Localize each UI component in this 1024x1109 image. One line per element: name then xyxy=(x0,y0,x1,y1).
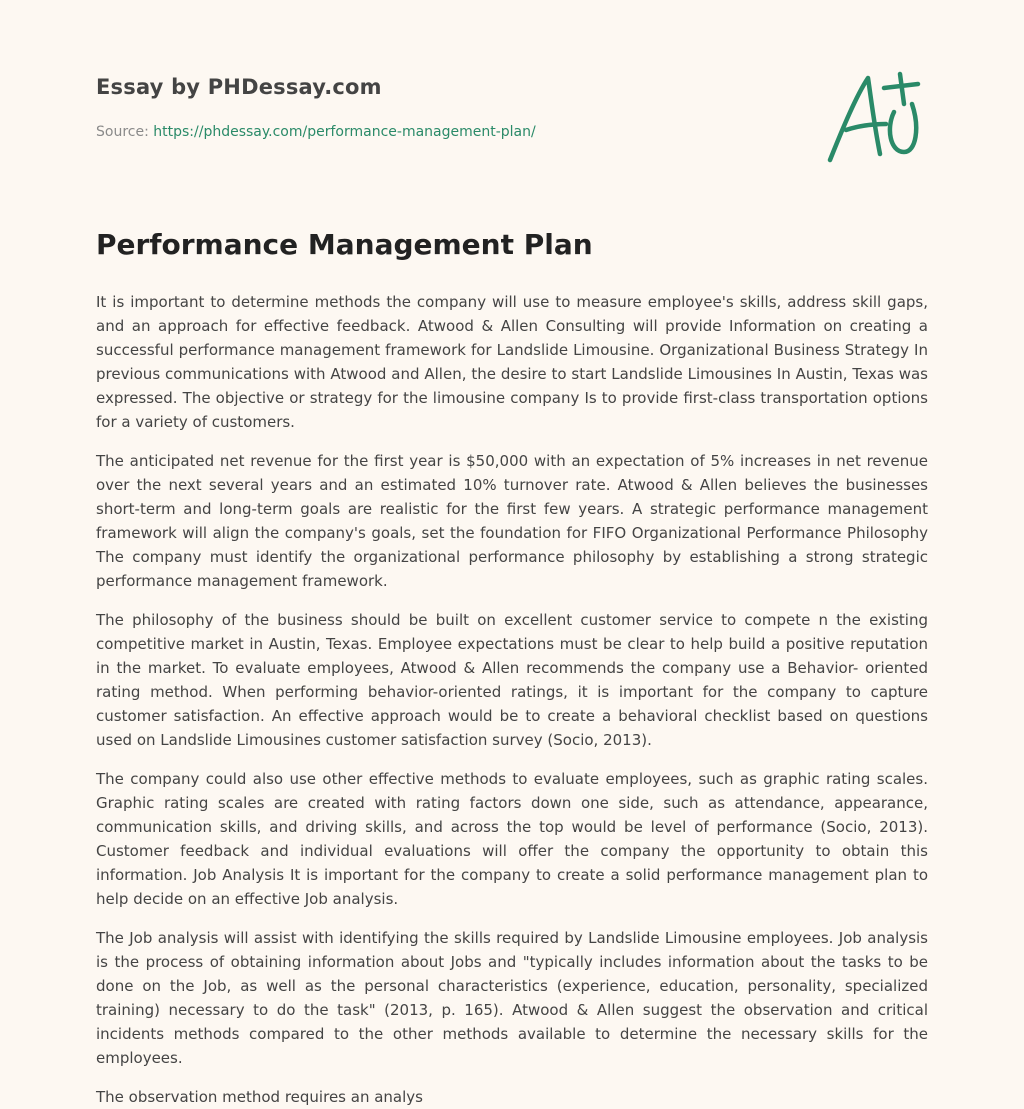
essay-paragraph: It is important to determine methods the company will use to measure employee's skills, address skill gaps, and an approach for effective feedback. Atwood & Allen Consulting will provide Information on creating a successful performance management framework for Landslide Limousine. Organizational Business Strategy In previous communications with Atwood and Allen, the desire to start Landslide Limousines In Austin, Texas was expressed. The objective or strategy for the limousine company Is to provide first-class transportation options for a variety of customers. xyxy=(96,293,928,431)
source-link[interactable]: https://phdessay.com/performance-management-plan/ xyxy=(153,124,536,140)
essay-title: Performance Management Plan xyxy=(96,228,593,261)
page-header xyxy=(96,0,928,200)
a-plus-logo-icon xyxy=(824,68,928,166)
essay-paragraph: The Job analysis will assist with identifying the skills required by Landslide Limousine employees. Job analysis is the process of obtaining information about Jobs and "typically includes information about the tasks to be done on the Job, as well as the personal characteristics (experience, education, personality, specialized training) necessary to do the task" (2013, p. 165). Atwood & Allen suggest the observation and critical incidents methods compared to the other methods available to determine the necessary skills for the employees. xyxy=(96,929,928,1067)
essay-paragraph: The company could also use other effective methods to evaluate employees, such as graphic rating scales. Graphic rating scales are created with rating factors down one side, such as attendance, appearance, communication skills, and driving skills, and across the top would be level of performance (Socio, 2013). Customer feedback and individual evaluations will offer the company the opportunity to obtain this information. Job Analysis It is important for the company to create a solid performance management plan to help decide on an effective Job analysis. xyxy=(96,770,928,908)
source-line xyxy=(96,124,536,140)
essay-paragraph: The philosophy of the business should be built on excellent customer service to compete n the existing competitive market in Austin, Texas. Employee expectations must be clear to help build a positive reputation in the market. To evaluate employees, Atwood & Allen recommends the company use a Behavior- oriented rating method. When performing behavior-oriented ratings, it is important for the company to capture customer satisfaction. An effective approach would be to create a behavioral checklist based on questions used on Landslide Limousines customer satisfaction survey (Socio, 2013). xyxy=(96,611,928,749)
site-title: Essay by PHDessay.com xyxy=(96,75,382,99)
essay-paragraph: The anticipated net revenue for the first year is $50,000 with an expectation of 5% increases in net revenue over the next several years and an estimated 10% turnover rate. Atwood & Allen believes the businesses short-term and long-term goals are realistic for the first few years. A strategic performance management framework will align the company's goals, set the foundation for FIFO Organizational Performance Philosophy The company must identify the organizational performance philosophy by establishing a strong strategic performance management framework. xyxy=(96,452,928,590)
source-label: Source: xyxy=(96,124,149,140)
essay-paragraph: The observation method requires an analys xyxy=(96,1088,423,1106)
essay-body xyxy=(96,290,928,1109)
